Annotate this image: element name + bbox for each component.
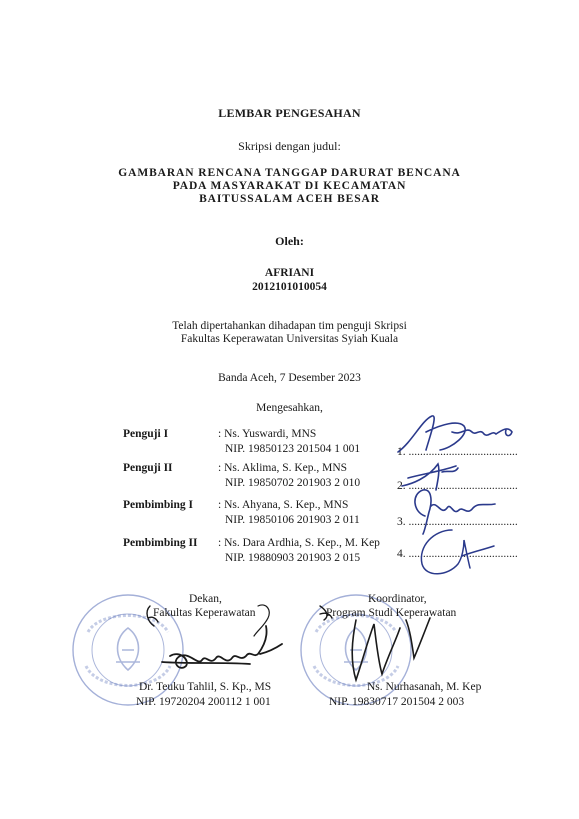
coordinator-name: Ns. Nurhasanah, M. Kep [367, 681, 482, 693]
examiner-name: : Ns. Dara Ardhia, S. Kep., M. Kep [218, 537, 380, 549]
dean-signature-icon [140, 596, 290, 676]
approval-label: Mengesahkan, [256, 402, 323, 414]
examiner-nip: NIP. 19850702 201903 2 010 [225, 477, 361, 489]
thesis-title-line-3: BAITUSSALAM ACEH BESAR [199, 193, 380, 205]
dean-title: Dekan, [189, 593, 222, 605]
dean-unit: Fakultas Keperawatan [153, 607, 256, 619]
thesis-title-line-2: PADA MASYARAKAT DI KECAMATAN [172, 180, 407, 192]
coordinator-title: Koordinator, [368, 593, 427, 605]
dean-name: Dr. Teuku Tahlil, S. Kp., MS [139, 681, 272, 693]
examiner-name: : Ns. Aklima, S. Kep., MNS [218, 462, 348, 474]
dean-nip: NIP. 19720204 200112 1 001 [136, 696, 271, 708]
examiner-nip: NIP. 19850106 201903 2 011 [225, 514, 360, 526]
signature-4-icon [412, 524, 502, 580]
examiner-role: Pembimbing I [123, 499, 193, 511]
defense-line-2: Fakultas Keperawatan Universitas Syiah Kuala [180, 333, 399, 345]
examiner-name: : Ns. Ahyana, S. Kep., MNS [218, 499, 349, 511]
thesis-title-line-1: GAMBARAN RENCANA TANGGAP DARURAT BENCANA [118, 167, 461, 179]
examiner-nip: NIP. 19880903 201903 2 015 [225, 552, 361, 564]
author-name: AFRIANI [264, 267, 315, 279]
signature-line: 3. ...................................... [397, 516, 518, 528]
signature-line: 1. ...................................... [397, 446, 518, 458]
coordinator-nip: NIP. 19830717 201504 2 003 [329, 696, 465, 708]
place-date: Banda Aceh, 7 Desember 2023 [218, 372, 361, 384]
examiner-nip: NIP. 19850123 201504 1 001 [225, 443, 361, 455]
by-label: Oleh: [275, 234, 304, 248]
page-title: LEMBAR PENGESAHAN [218, 106, 361, 120]
subtitle: Skripsi dengan judul: [238, 139, 341, 153]
signature-line: 4. ...................................... [397, 548, 518, 560]
author-id: 2012101010054 [252, 281, 327, 293]
signature-1-icon [392, 412, 522, 462]
coordinator-signature-icon [316, 600, 446, 690]
defense-line-1: Telah dipertahankan dihadapan tim penguji Skripsi [172, 320, 407, 332]
signature-line: 2. ...................................... [397, 480, 518, 492]
examiner-name: : Ns. Yuswardi, MNS [218, 428, 317, 440]
examiner-role: Pembimbing II [123, 537, 198, 549]
coordinator-unit: Program Studi Keperawatan [326, 607, 457, 619]
examiner-role: Penguji I [123, 428, 169, 440]
examiner-role: Penguji II [123, 462, 173, 474]
